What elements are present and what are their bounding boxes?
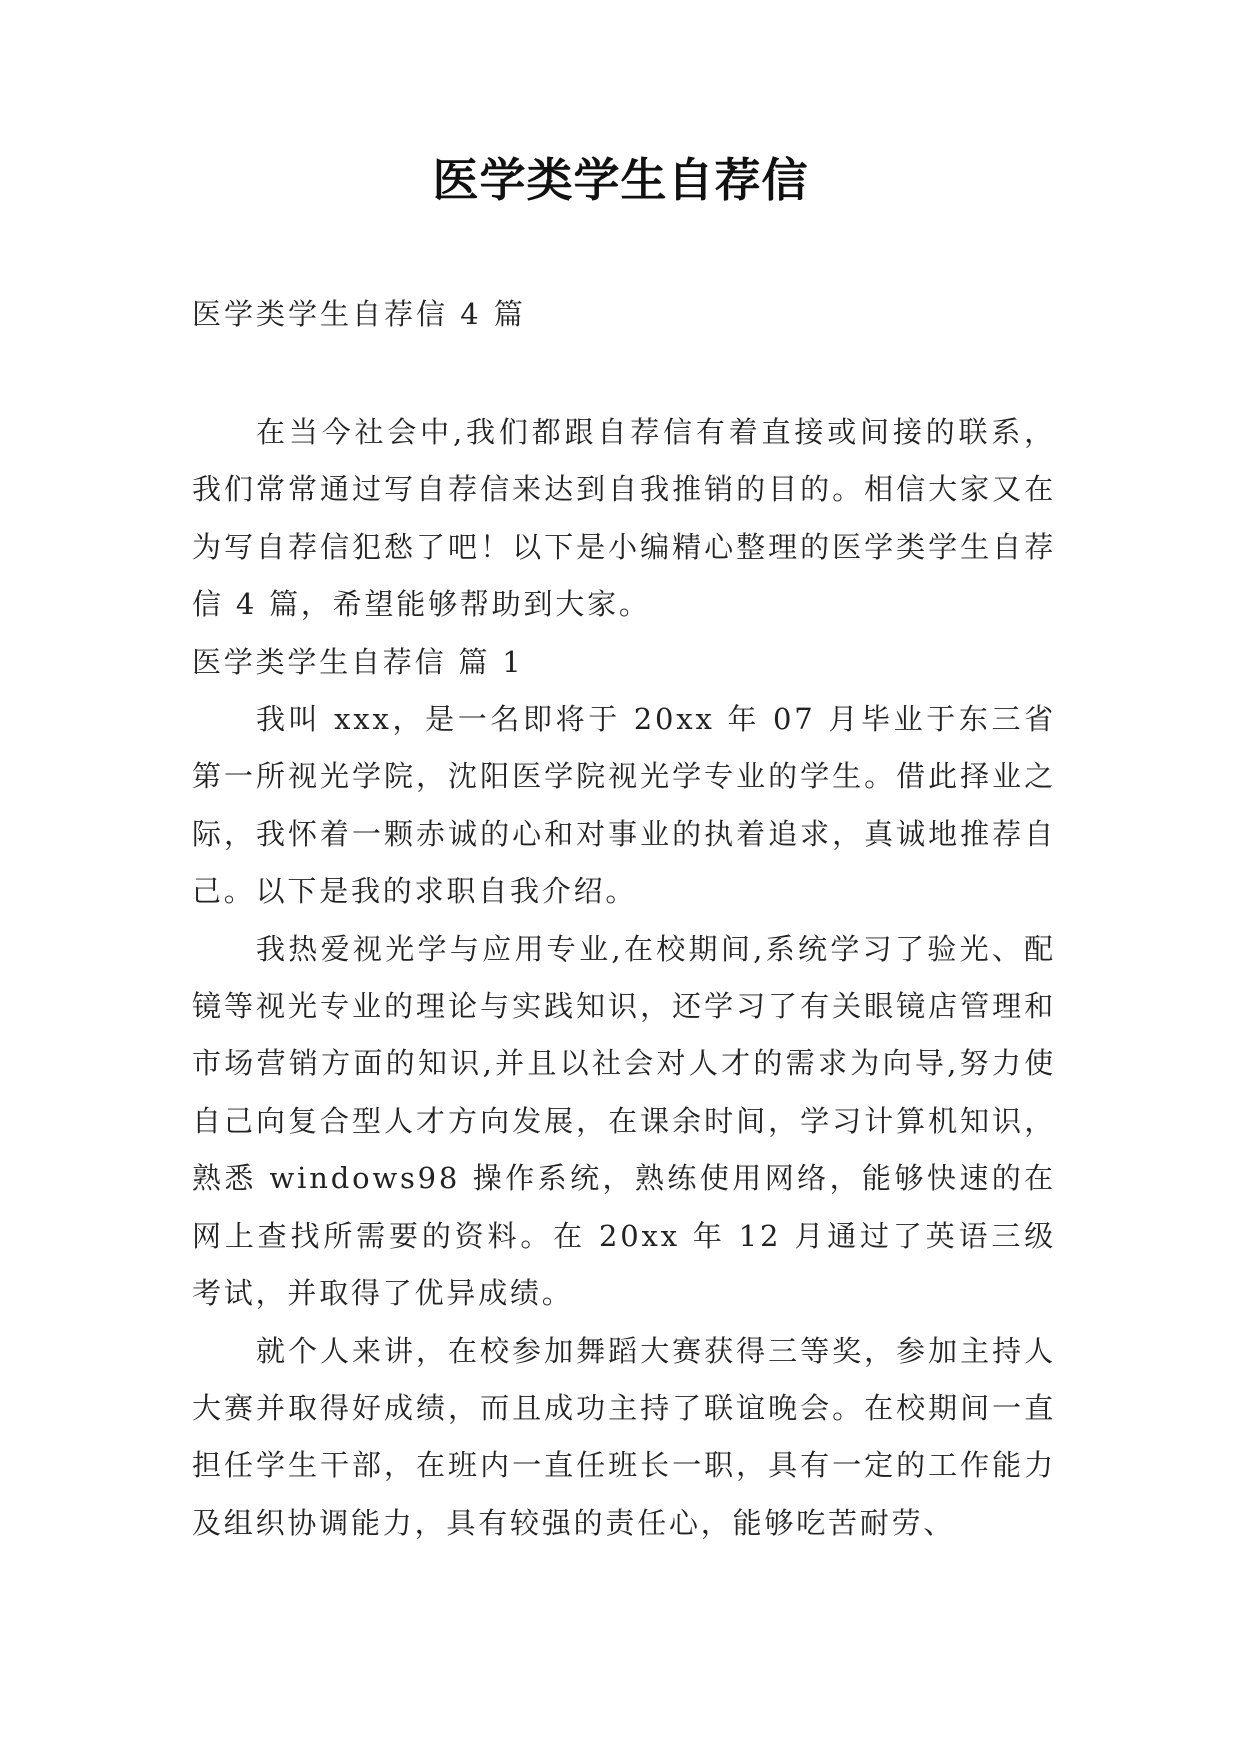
section-heading: 医学类学生自荐信 篇 1	[192, 644, 524, 679]
body-paragraph: 我热爱视光学与应用专业,在校期间,系统学习了验光、配镜等视光专业的理论与实践知识，还学习了有关眼镜店管理和市场营销方面的知识,并且以社会对人才的需求为向导,努力使自己向复合型人才方向发展，在课余时间，学习计算机知识，熟悉 windows98 操作系统，熟练使用网络，能够快速的在网上查找所需要的资料。在 20xx 年 12 月通过了英语三级考试，并取得了优异成绩。	[192, 931, 1056, 1311]
document-body	[192, 404, 1056, 1552]
intro-paragraph: 在当今社会中,我们都跟自荐信有着直接或间接的联系，我们常常通过写自荐信来达到自我推销的目的。相信大家又在为写自荐信犯愁了吧！以下是小编精心整理的医学类学生自荐信 4 篇，希望能够帮助到大家。	[192, 415, 1056, 622]
page-title: 医学类学生自荐信	[432, 153, 809, 207]
body-paragraph: 就个人来讲，在校参加舞蹈大赛获得三等奖，参加主持人大赛并取得好成绩，而且成功主持了联谊晚会。在校期间一直担任学生干部，在班内一直任班长一职，具有一定的工作能力及组织协调能力，具有较强的责任心，能够吃苦耐劳、	[192, 1333, 1056, 1540]
document-subtitle: 医学类学生自荐信 4 篇	[192, 297, 526, 331]
body-paragraph: 我叫 xxx，是一名即将于 20xx 年 07 月毕业于东三省第一所视光学院，沈阳医学院视光学专业的学生。借此择业之际，我怀着一颗赤诚的心和对事业的执着追求，真诚地推荐自己。以下是我的求职自我介绍。	[192, 702, 1056, 909]
